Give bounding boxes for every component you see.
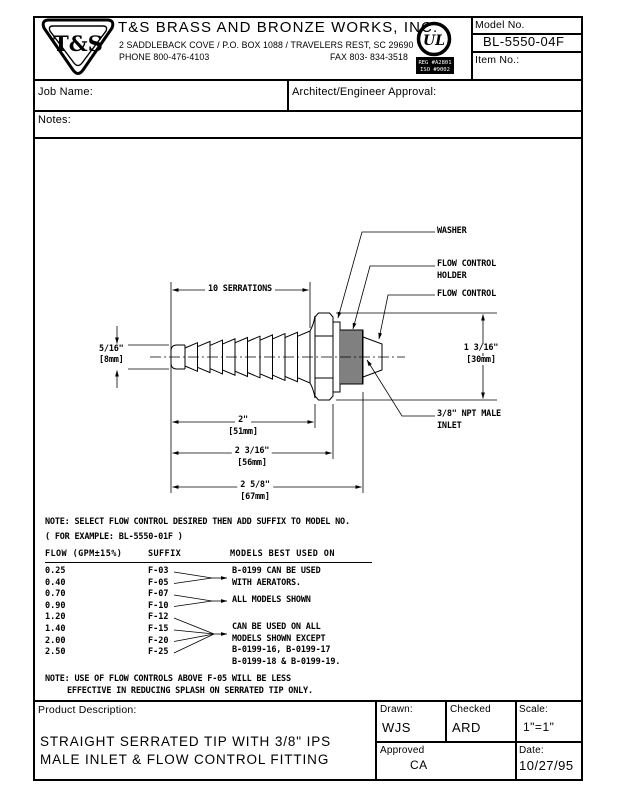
serrations-dim-label: 10 SERRATIONS — [205, 285, 275, 294]
select-note-line2: ( FOR EXAMPLE: BL-5550-01F ) — [45, 532, 183, 542]
suffix-value: F-25 — [148, 647, 169, 658]
titleblock-v1 — [375, 700, 377, 779]
table-row — [45, 624, 205, 636]
group3-note-line4: B-0199-18 & B-0199-19. — [232, 656, 341, 667]
col-header-models: MODELS BEST USED ON — [230, 549, 335, 559]
scale-label: Scale: — [519, 704, 548, 715]
group3-note-line1: CAN BE USED ON ALL — [232, 622, 321, 632]
suffix-value: F-05 — [148, 577, 169, 588]
titleblock-v2 — [445, 700, 447, 742]
flow-value: 2.00 — [45, 635, 66, 646]
model-no-label: Model No. — [475, 19, 525, 31]
product-description-line2: MALE INLET & FLOW CONTROL FITTING — [40, 752, 330, 767]
length3-inches: 2 5/8" — [237, 481, 273, 490]
date-label: Date: — [519, 745, 544, 756]
jobname-divider — [287, 79, 289, 110]
inlet-callout-line1: 3/8" NPT MALE — [437, 409, 501, 419]
col-header-flow: FLOW (GPM±15%) — [45, 549, 123, 559]
length2-inches: 2 3/16" — [232, 447, 272, 456]
approved-label: Approved — [380, 745, 425, 756]
product-description-line1: STRAIGHT SERRATED TIP WITH 3/8" IPS — [40, 734, 332, 749]
titleblock-top-line — [33, 700, 581, 702]
jobname-bottom-line — [33, 110, 581, 112]
item-no-label: Item No.: — [475, 54, 520, 66]
flow-value: 0.40 — [45, 577, 66, 588]
tip-od-mm: [8mm] — [99, 355, 124, 365]
notes-bottom-line — [33, 137, 581, 139]
drawn-value: WJS — [382, 720, 411, 735]
length1-mm: [51mm] — [225, 428, 261, 437]
drawn-label: Drawn: — [380, 704, 413, 715]
flow-control-holder-callout-line1: FLOW CONTROL — [437, 259, 497, 269]
checked-value: ARD — [452, 720, 481, 735]
suffix-value: F-15 — [148, 623, 169, 634]
col-header-suffix: SUFFIX — [148, 549, 182, 559]
suffix-value: F-12 — [148, 612, 169, 623]
select-note-line1: NOTE: SELECT FLOW CONTROL DESIRED THEN ADD SUFFIX TO MODEL NO. — [45, 517, 350, 527]
tip-od-inches: 5/16" — [99, 344, 124, 354]
length2-mm: [56mm] — [234, 459, 270, 468]
group3-note-line3: B-0199-16, B-0199-17 — [232, 645, 331, 655]
flow-control-callout: FLOW CONTROL — [437, 289, 497, 299]
company-fax: FAX 803- 834-3518 — [330, 52, 408, 62]
table-row — [45, 589, 205, 601]
model-box-left-line — [471, 16, 473, 80]
flow-value: 0.90 — [45, 600, 66, 611]
group1-note-line1: B-0199 CAN BE USED — [232, 566, 321, 576]
inlet-callout-line2: INLET — [437, 421, 462, 431]
table-row — [45, 612, 205, 624]
group1-note-line2: WITH AERATORS. — [232, 577, 301, 588]
ts-logo — [40, 18, 116, 78]
header-bottom-line — [33, 79, 581, 81]
model-no-value: BL-5550-04F — [483, 34, 565, 49]
titleblock-mid-line — [375, 741, 581, 743]
table-row — [45, 566, 205, 578]
bottom-note-line1: NOTE: USE OF FLOW CONTROLS ABOVE F-05 WILL BE LESS — [45, 674, 291, 684]
height-inches: 1 3/16" — [461, 344, 501, 353]
suffix-value: F-03 — [148, 566, 169, 576]
length3-mm: [67mm] — [237, 493, 273, 502]
table-row — [45, 578, 205, 590]
bottom-note-line2: EFFECTIVE IN REDUCING SPLASH ON SERRATED TIP ONLY. — [67, 685, 313, 696]
table-row — [45, 601, 205, 613]
group2-note-line1: ALL MODELS SHOWN — [232, 595, 311, 605]
flow-value: 0.70 — [45, 589, 66, 600]
architect-approval-label: Architect/Engineer Approval: — [292, 86, 437, 98]
company-address: 2 SADDLEBACK COVE / P.O. BOX 1088 / TRAVELERS REST, SC 29690 — [119, 40, 414, 50]
ul-logo-mark: UL — [422, 33, 446, 49]
flow-value: 1.40 — [45, 623, 66, 634]
height-mm: [30mm] — [463, 356, 499, 365]
flow-control-holder-callout-line2: HOLDER — [437, 271, 467, 281]
length1-inches: 2" — [235, 416, 251, 425]
suffix-value: F-07 — [148, 589, 169, 600]
suffix-value: F-20 — [148, 635, 169, 646]
flow-value: 2.50 — [45, 647, 66, 658]
washer-callout: WASHER — [437, 226, 467, 236]
scale-value: 1"=1" — [523, 720, 555, 734]
ul-reg-text: REG #A2801 — [418, 60, 452, 66]
table-row — [45, 636, 205, 648]
approved-value: CA — [410, 758, 428, 772]
titleblock-v3 — [515, 700, 517, 779]
flow-value: 0.25 — [45, 566, 66, 576]
product-description-label: Product Description: — [38, 704, 137, 716]
date-value: 10/27/95 — [519, 758, 574, 773]
company-name: T&S BRASS AND BRONZE WORKS, INC. — [118, 19, 439, 36]
flow-value: 1.20 — [45, 612, 66, 623]
group3-note-line2: MODELS SHOWN EXCEPT — [232, 633, 326, 644]
model-box-line2 — [471, 51, 581, 53]
job-name-label: Job Name: — [38, 86, 93, 98]
company-phone: PHONE 800-476-4103 — [119, 52, 210, 62]
notes-label: Notes: — [38, 114, 71, 126]
ts-logo-text: T&S — [53, 31, 103, 56]
ul-iso-text: ISO #9002 — [420, 67, 450, 73]
table-row — [45, 647, 205, 659]
ul-logo — [414, 21, 456, 77]
flow-table-rows — [45, 566, 205, 659]
suffix-value: F-10 — [148, 600, 169, 611]
checked-label: Checked — [450, 704, 491, 715]
